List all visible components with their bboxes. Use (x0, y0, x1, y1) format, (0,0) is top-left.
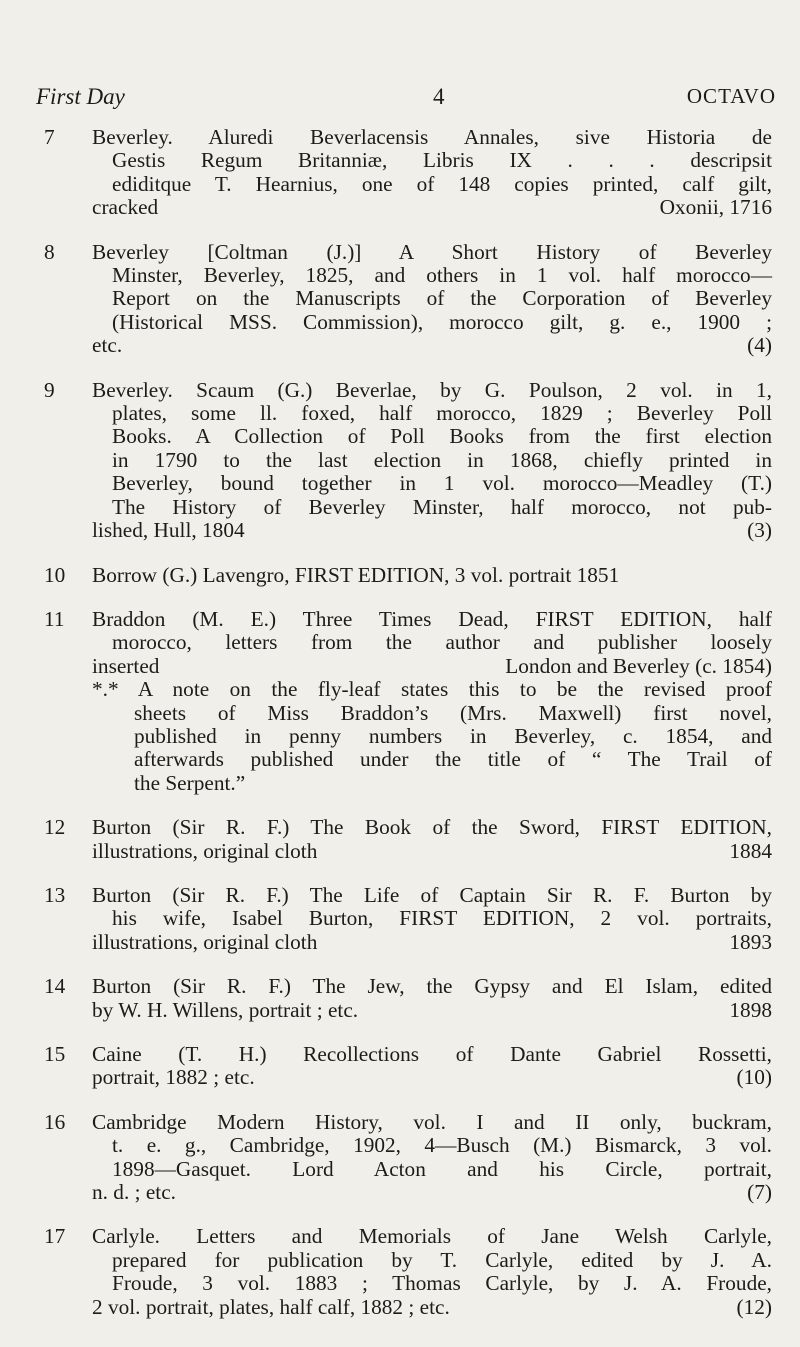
header-page-number: 4 (433, 84, 445, 109)
description-line: Beverley. Aluredi Beverlacensis Annales, sive Historia de (92, 125, 772, 149)
lot-description (92, 608, 772, 795)
description-line: The History of Beverley Minster, half morocco, not pub- (112, 494, 772, 519)
description-line: Report on the Manuscripts of the Corporation of Beverley (112, 286, 772, 311)
lot-entry (0, 884, 800, 954)
lot-entry (0, 1043, 800, 1090)
lot-entry (0, 126, 800, 220)
description-line: Braddon (M. E.) Three Times Dead, FIRST EDITION, half (92, 606, 772, 631)
lot-number: 10 (44, 562, 66, 587)
description-line: etc. (4) (92, 333, 772, 358)
lot-entry (0, 1225, 800, 1319)
description-line: by W. H. Willens, portrait ; etc. 1898 (92, 997, 772, 1022)
description-line: published in penny numbers in Beverley, c. 1854, and (134, 723, 772, 748)
lot-description (92, 816, 772, 863)
lot-number: 12 (44, 815, 66, 840)
description-line: afterwards published under the title of “ The Trail of (134, 747, 772, 772)
description-line: Beverley [Coltman (J.)] A Short History of Beverley (92, 239, 772, 264)
lot-description (92, 884, 772, 954)
lot-number: 17 (44, 1224, 66, 1249)
lot-entry (0, 1111, 800, 1205)
header-format-label: OCTAVO (686, 84, 776, 108)
description-line: n. d. ; etc. (7) (92, 1180, 772, 1205)
description-line: t. e. g., Cambridge, 1902, 4—Busch (M.) Bismarck, 3 vol. (112, 1133, 772, 1158)
description-line: prepared for publication by T. Carlyle, edited by J. A. (112, 1247, 772, 1272)
description-line: Cambridge Modern History, vol. I and II only, buckram, (92, 1109, 772, 1134)
description-line: *.* A note on the fly-leaf states this to be the revised proof (92, 677, 772, 702)
description-line: plates, some ll. foxed, half morocco, 1829 ; Beverley Poll (112, 401, 772, 426)
description-line: ediditque T. Hearnius, one of 148 copies printed, calf gilt, (112, 171, 772, 196)
description-line: Burton (Sir R. F.) The Life of Captain Sir R. F. Burton by (92, 882, 772, 907)
lot-number: 9 (44, 377, 55, 402)
description-line: portrait, 1882 ; etc. (10) (92, 1065, 772, 1090)
lot-entry (0, 608, 800, 795)
lot-description (92, 241, 772, 358)
description-line: Minster, Beverley, 1825, and others in 1 vol. half morocco— (112, 263, 772, 288)
lot-list (0, 126, 800, 1340)
description-line: Borrow (G.) Lavengro, FIRST EDITION, 3 vol. portrait 1851 (92, 562, 620, 587)
description-line: lished, Hull, 1804 (3) (92, 518, 772, 543)
lot-number: 16 (44, 1109, 66, 1134)
description-line: sheets of Miss Braddon’s (Mrs. Maxwell) first novel, (134, 700, 772, 725)
description-line: 2 vol. portrait, plates, half calf, 1882 ; etc. (12) (92, 1294, 772, 1319)
lot-entry (0, 379, 800, 543)
lot-description (92, 1225, 772, 1319)
lot-description (92, 1043, 772, 1090)
lot-entry (0, 816, 800, 863)
lot-description (92, 379, 772, 543)
lot-number: 14 (44, 974, 66, 999)
description-line: his wife, Isabel Burton, FIRST EDITION, 2 vol. portraits, (112, 906, 772, 931)
description-line: 1898—Gasquet. Lord Acton and his Circle, portrait, (112, 1156, 772, 1181)
description-line: Books. A Collection of Poll Books from the first election (112, 424, 772, 449)
description-line: (Historical MSS. Commission), morocco gilt, g. e., 1900 ; (112, 309, 772, 334)
description-line: Caine (T. H.) Recollections of Dante Gabriel Rossetti, (92, 1042, 772, 1066)
lot-number: 7 (44, 125, 55, 149)
lot-entry (0, 564, 800, 587)
lot-number: 13 (44, 882, 66, 907)
description-line: inserted London and Beverley (c. 1854) (92, 653, 772, 678)
lot-number: 11 (44, 606, 65, 631)
description-line: the Serpent.” (134, 770, 246, 795)
lot-number: 15 (44, 1042, 66, 1066)
description-line: Beverley. Scaum (G.) Beverlae, by G. Poulson, 2 vol. in 1, (92, 377, 772, 402)
lot-description (92, 126, 772, 220)
lot-entry (0, 975, 800, 1022)
lot-entry (0, 241, 800, 358)
lot-description (92, 1111, 772, 1205)
description-line: Burton (Sir R. F.) The Book of the Sword, FIRST EDITION, (92, 815, 772, 840)
description-line: illustrations, original cloth 1893 (92, 929, 772, 954)
description-line: in 1790 to the last election in 1868, chiefly printed in (112, 447, 772, 472)
description-line: Carlyle. Letters and Memorials of Jane Welsh Carlyle, (92, 1224, 772, 1249)
description-line: Froude, 3 vol. 1883 ; Thomas Carlyle, by J. A. Froude, (112, 1271, 772, 1296)
lot-description (92, 975, 772, 1022)
description-line: illustrations, original cloth 1884 (92, 838, 772, 863)
description-line: cracked Oxonii, 1716 (92, 195, 772, 220)
header-day-label: First Day (36, 84, 125, 109)
description-line: morocco, letters from the author and publisher loosely (112, 630, 772, 655)
lot-description (92, 564, 772, 587)
description-line: Gestis Regum Britanniæ, Libris IX . . . descripsit (112, 148, 772, 173)
page-header (36, 84, 776, 120)
description-line: Burton (Sir R. F.) The Jew, the Gypsy and El Islam, edited (92, 974, 772, 999)
description-line: Beverley, bound together in 1 vol. morocco—Meadley (T.) (112, 471, 772, 496)
lot-number: 8 (44, 239, 55, 264)
